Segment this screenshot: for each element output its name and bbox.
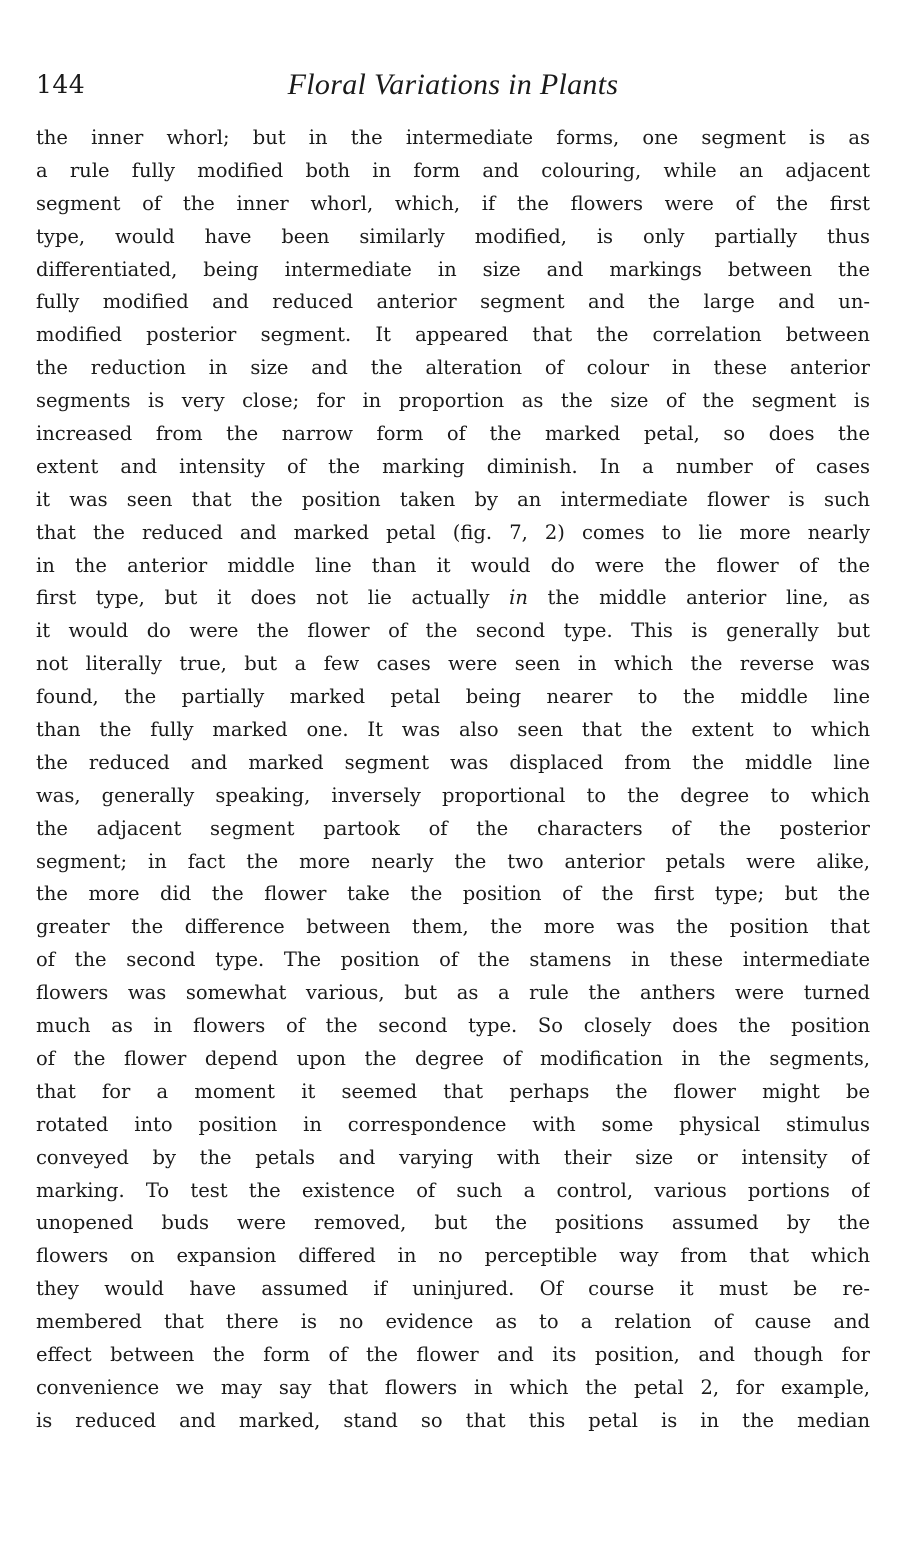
text-line: than the fully marked one. It was also seen that the extent to which [36, 718, 870, 742]
italic-text-run: in [509, 586, 528, 610]
text-line: type, would have been similarly modified, is only partially thus [36, 224, 870, 248]
text-line: segment of the inner whorl, which, if the flowers were of the first [36, 191, 870, 215]
text-line: extent and intensity of the marking diminish. In a number of cases [36, 454, 870, 478]
text-line [36, 582, 870, 615]
text-line: marking. To test the existence of such a control, various portions of [36, 1178, 870, 1202]
text-run: first type, but it does not lie actually [36, 586, 510, 610]
text-line: the more did the flower take the position of the first type; but the [36, 882, 870, 906]
text-line: fully modified and reduced anterior segment and the large and un- [36, 290, 870, 314]
text-line: it would do were the flower of the second type. This is generally but [36, 619, 870, 643]
text-line: the adjacent segment partook of the characters of the posterior [36, 816, 870, 840]
text-line: not literally true, but a few cases were seen in which the reverse was [36, 652, 870, 676]
text-line: segment; in fact the more nearly the two anterior petals were alike, [36, 849, 870, 873]
text-line: of the second type. The position of the stamens in these intermediate [36, 948, 870, 972]
text-line: was, generally speaking, inversely proportional to the degree to which [36, 783, 870, 807]
text-line: unopened buds were removed, but the positions assumed by the [36, 1211, 870, 1235]
text-line: effect between the form of the flower and its position, and though for [36, 1342, 870, 1366]
text-line: increased from the narrow form of the marked petal, so does the [36, 422, 870, 446]
text-line: segments is very close; for in proportion as the size of the segment is [36, 389, 870, 413]
text-line: a rule fully modified both in form and colouring, while an adjacent [36, 158, 870, 182]
text-line: the reduction in size and the alteration of colour in these anterior [36, 356, 870, 380]
running-title: Floral Variations in Plants [287, 68, 619, 101]
text-line: flowers on expansion differed in no perceptible way from that which [36, 1244, 870, 1268]
text-line: much as in flowers of the second type. So closely does the position [36, 1014, 870, 1038]
text-line: convenience we may say that flowers in which the petal 2, for example, [36, 1375, 870, 1399]
text-line: greater the difference between them, the more was the position that [36, 915, 870, 939]
text-line: flowers was somewhat various, but as a rule the anthers were turned [36, 981, 870, 1005]
text-line: rotated into position in correspondence with some physical stimulus [36, 1112, 870, 1136]
text-line: is reduced and marked, stand so that this petal is in the median [36, 1408, 870, 1432]
text-line: the inner whorl; but in the intermediate forms, one segment is as [36, 126, 870, 149]
text-line: modified posterior segment. It appeared that the correlation between [36, 323, 870, 347]
text-line: the reduced and marked segment was displaced from the middle line [36, 750, 870, 774]
text-line: of the flower depend upon the degree of modification in the segments, [36, 1046, 870, 1070]
text-run: the middle anterior line, as [527, 586, 870, 610]
running-head [36, 68, 870, 108]
body-text [36, 122, 870, 1438]
text-line: differentiated, being intermediate in size and markings between the [36, 257, 870, 281]
page-number: 144 [36, 70, 86, 99]
text-line: in the anterior middle line than it would do were the flower of the [36, 553, 870, 577]
text-line: found, the partially marked petal being nearer to the middle line [36, 685, 870, 709]
text-line: membered that there is no evidence as to a relation of cause and [36, 1310, 870, 1334]
text-line: conveyed by the petals and varying with their size or intensity of [36, 1145, 870, 1169]
text-line: that the reduced and marked petal (fig. 7, 2) comes to lie more nearly [36, 520, 870, 544]
text-line: it was seen that the position taken by an intermediate flower is such [36, 487, 870, 511]
text-line: they would have assumed if uninjured. Of course it must be re- [36, 1277, 870, 1301]
text-line: that for a moment it seemed that perhaps the flower might be [36, 1079, 870, 1103]
